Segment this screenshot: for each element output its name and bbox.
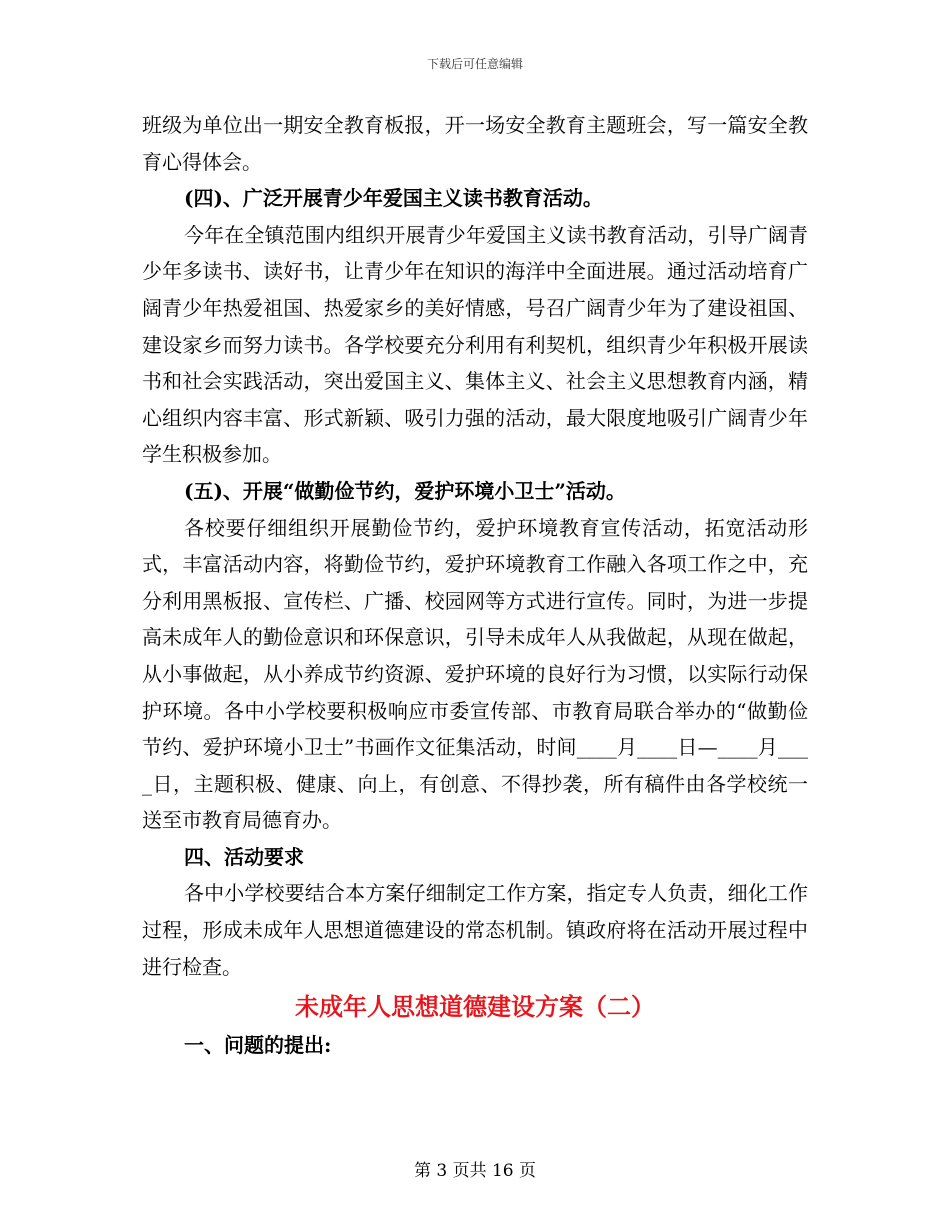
paragraph-continued: 班级为单位出一期安全教育板报，开一场安全教育主题班会，写一篇安全教育心得体会。 — [142, 113, 808, 174]
paragraph-requirements: 各中小学校要结合本方案仔细制定工作方案，指定专人负责，细化工作过程，形成未成年人思想道德建设的常态机制。镇政府将在活动开展过程中进行检查。 — [142, 881, 808, 979]
document-body — [142, 107, 808, 1064]
heading-problem-statement: 一、问题的提出: — [184, 1033, 332, 1058]
paragraph-reading-activity: 今年在全镇范围内组织开展青少年爱国主义读书教育活动，引导广阔青少年多读书、读好书，让青少年在知识的海洋中全面进展。通过活动培育广阔青少年热爱祖国、热爱家乡的美好情感，号召广阔青少年为了建设祖国、建设家乡而努力读书。各学校要充分利用有利契机，组织青少年积极开展读书和社会实践活动，突出爱国主义、集体主义、社会主义思想教育内涵，精心组织内容丰富、形式新颖、吸引力强的活动，最大限度地吸引广阔青少年学生积极参加。 — [142, 222, 808, 467]
page-number: 第 3 页共 16 页 — [413, 1161, 537, 1181]
heading-item-five: (五)、开展“做勤俭节约，爱护环境小卫士”活动。 — [184, 478, 626, 503]
heading-item-four: (四)、广泛开展青少年爱国主义读书教育活动。 — [184, 186, 603, 211]
heading-activity-requirements: 四、活动要求 — [184, 844, 304, 869]
page-header-note: 下载后可任意编辑 — [426, 57, 523, 71]
paragraph-thrift-activity: 各校要仔细组织开展勤俭节约，爱护环境教育宣传活动，拓宽活动形式，丰富活动内容，将勤俭节约，爱护环境教育工作融入各项工作之中，充分利用黑板报、宣传栏、广播、校园网等方式进行宣传。同时，为进一步提高未成年人的勤俭意识和环保意识，引导未成年人从我做起，从现在做起，从小事做起，从小养成节约资源、爱护环境的良好行为习惯，以实际行动保护环境。各中小学校要积极响应市委宣传部、市教育局联合举办的“做勤俭节约、爱护环境小卫士”书画作文征集活动，时间____月____日—____月____日，主题积极、健康、向上，有创意、不得抄袭，所有稿件由各学校统一送至市教育局德育办。 — [142, 515, 808, 833]
section-title: 未成年人思想道德建设方案（二） — [295, 992, 655, 1022]
